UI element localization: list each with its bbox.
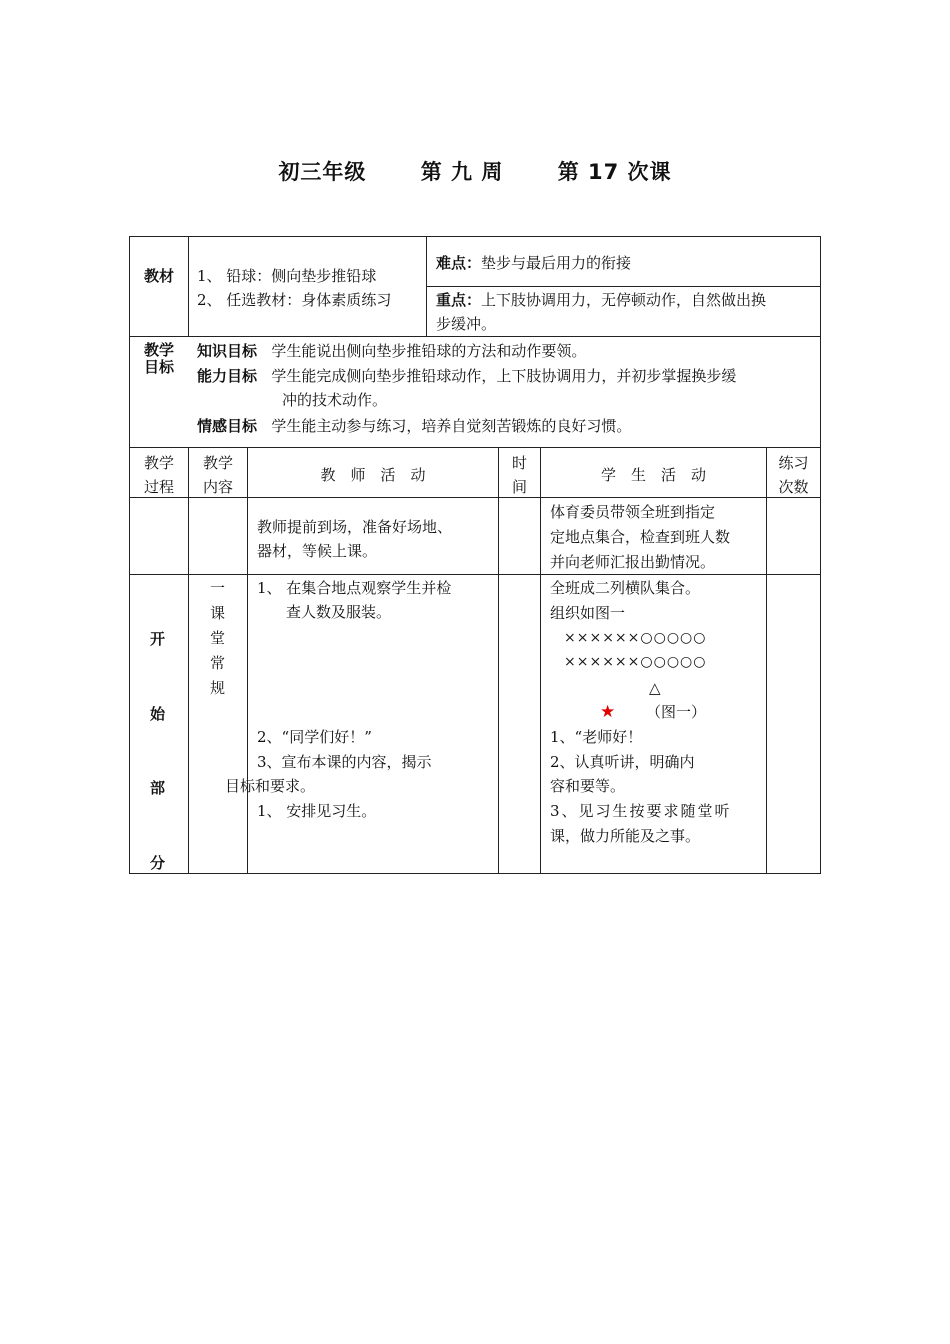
preclass-teacher-1: 教师提前到场，准备好场地、	[257, 518, 453, 536]
material-item-1: 1、 铅球：侧向垫步推铅球	[197, 267, 377, 285]
header-time: 时 间	[511, 454, 527, 496]
teacher-step-1a: 1、 在集合地点观察学生并检	[257, 579, 452, 597]
key-text-1: 上下肢协调用力，无停顿动作，自然做出换	[481, 291, 767, 309]
teacher-step-1b: 查人数及服装。	[286, 603, 392, 621]
difficulty-label: 难点：	[436, 254, 482, 272]
student-step-4a: 2、认真听讲，明确内	[550, 753, 695, 771]
part-label-2: 始	[150, 705, 166, 723]
title-grade: 初三年级	[278, 160, 367, 184]
title-lesson: 第 17 次课	[557, 160, 672, 184]
knowledge-objective	[197, 339, 586, 363]
preclass-student-1: 体育委员带领全班到指定	[550, 503, 716, 521]
figure-caption: （图一）	[646, 703, 707, 721]
content-label-3: 堂	[210, 629, 226, 647]
emotion-text: 学生能主动参与练习，培养自觉刻苦锻炼的良好习惯。	[271, 417, 632, 435]
knowledge-label: 知识目标	[197, 342, 258, 360]
preclass-student-3: 并向老师汇报出勤情况。	[550, 553, 716, 571]
title-week: 第 九 周	[420, 160, 504, 184]
preclass-student-2: 定地点集合，检查到班人数	[550, 528, 731, 546]
part-label-1: 开	[150, 630, 166, 648]
formation-row-1: ××××××○○○○○	[564, 630, 707, 646]
teacher-step-3b: 目标和要求。	[225, 777, 316, 795]
part-label-4: 分	[150, 854, 166, 872]
teacher-position-icon: △	[649, 679, 661, 697]
materials-label: 教材	[143, 267, 174, 285]
knowledge-text: 学生能说出侧向垫步推铅球的方法和动作要领。	[271, 342, 587, 360]
header-content: 教学 内容	[202, 454, 233, 496]
student-step-4b: 容和要等。	[550, 777, 626, 795]
star-icon: ★	[600, 702, 616, 722]
difficulty-text: 垫步与最后用力的衔接	[481, 254, 632, 272]
ability-text-1: 学生能完成侧向垫步推铅球动作，上下肢协调用力，并初步掌握换步缓	[271, 367, 737, 385]
teacher-step-3a: 3、宣布本课的内容，揭示	[257, 753, 432, 771]
content-label-2: 课	[210, 604, 226, 622]
content-label-5: 规	[210, 679, 226, 697]
emotion-label: 情感目标	[197, 417, 258, 435]
header-teacher-activity: 教 师 活 动	[320, 466, 426, 484]
part-label-3: 部	[150, 779, 166, 797]
key-row	[436, 288, 766, 312]
header-student-activity: 学 生 活 动	[600, 466, 706, 484]
teacher-step-2: 2、“同学们好！”	[257, 728, 372, 746]
teacher-step-4: 1、 安排见习生。	[257, 802, 377, 820]
objectives-label: 教学目标	[144, 341, 175, 376]
ability-label: 能力目标	[197, 367, 258, 385]
student-step-1: 全班成二列横队集合。	[550, 579, 701, 597]
student-step-5b: 课，做力所能及之事。	[550, 827, 701, 845]
header-practice-count: 练习 次数	[778, 454, 809, 496]
student-step-5a: 3、见习生按要求随堂听	[550, 802, 732, 820]
formation-row-2: ××××××○○○○○	[564, 654, 707, 670]
preclass-teacher-2: 器材，等候上课。	[257, 542, 378, 560]
material-item-2: 2、 任选教材：身体素质练习	[197, 291, 392, 309]
content-label-1: 一	[210, 579, 226, 597]
ability-text-2: 冲的技术动作。	[282, 391, 388, 409]
key-text-2: 步缓冲。	[436, 315, 497, 333]
student-step-2: 组织如图一	[550, 604, 626, 622]
emotion-objective	[197, 414, 631, 438]
ability-objective	[197, 364, 736, 388]
header-process: 教学 过程	[143, 454, 174, 496]
difficulty-row	[436, 251, 631, 275]
content-label-4: 常	[210, 654, 226, 672]
key-label: 重点：	[436, 291, 482, 309]
student-step-3: 1、“老师好！	[550, 728, 643, 746]
page-title	[0, 156, 950, 186]
